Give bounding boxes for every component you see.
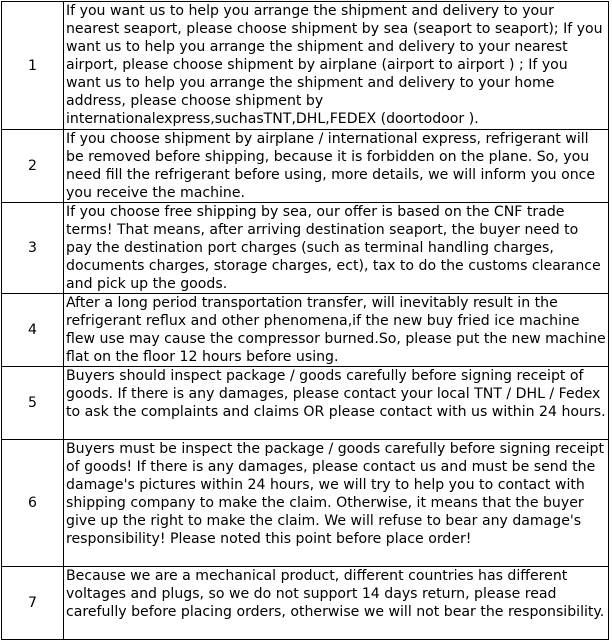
table-row xyxy=(2,567,609,640)
table-row xyxy=(2,440,609,567)
table-row xyxy=(2,294,609,367)
row-number: 5 xyxy=(2,367,64,440)
row-number: 6 xyxy=(2,440,64,567)
row-text: Because we are a mechanical product, different countries has different voltages and plugs, so we do not support 14 days return, please read carefully before placing orders, otherwise we will not bear the responsibility. xyxy=(64,567,609,640)
row-number: 4 xyxy=(2,294,64,367)
row-text: If you want us to help you arrange the shipment and delivery to your nearest seaport, please choose shipment by sea (seaport to seaport); If you want us to help you arrange the shipment and delivery to your nearest airport, please choose shipment by airplane (airport to airport ) ; If you want us to help you arrange the shipment and delivery to your home address, please choose shipment by internationalexpress,suchasTNT,DHL,FEDEX (doortodoor ). xyxy=(64,2,609,130)
table-row xyxy=(2,367,609,440)
row-number: 2 xyxy=(2,130,64,203)
table-row xyxy=(2,203,609,294)
row-text: Buyers must be inspect the package / goods carefully before signing receipt of goods! If there is any damages, please contact us and must be send the damage's pictures within 24 hours, we will try to help you to contact with shipping company to make the claim. Otherwise, it means that the buyer give up the right to make the claim. We will refuse to bear any damage's responsibility! Please noted this point before place order! xyxy=(64,440,609,567)
row-number: 3 xyxy=(2,203,64,294)
table-row xyxy=(2,2,609,130)
row-text: After a long period transportation transfer, will inevitably result in the refrigerant reflux and other phenomena,if the new buy fried ice machine flew use may cause the compressor burned.So, please put the new machine flat on the floor 12 hours before using. xyxy=(64,294,609,367)
shipping-notice-table xyxy=(1,1,609,640)
row-text: Buyers should inspect package / goods carefully before signing receipt of goods. If there is any damages, please contact your local TNT / DHL / Fedex to ask the complaints and claims OR please contact with us within 24 hours. xyxy=(64,367,609,440)
table-row xyxy=(2,130,609,203)
row-number: 7 xyxy=(2,567,64,640)
row-text: If you choose free shipping by sea, our offer is based on the CNF trade terms! That means, after arriving destination seaport, the buyer need to pay the destination port charges (such as terminal handling charges, documents charges, storage charges, ect), tax to do the customs clearance and pick up the goods. xyxy=(64,203,609,294)
row-number: 1 xyxy=(2,2,64,130)
row-text: If you choose shipment by airplane / international express, refrigerant will be removed before shipping, because it is forbidden on the plane. So, you need fill the refrigerant before using, more details, we will inform you once you receive the machine. xyxy=(64,130,609,203)
